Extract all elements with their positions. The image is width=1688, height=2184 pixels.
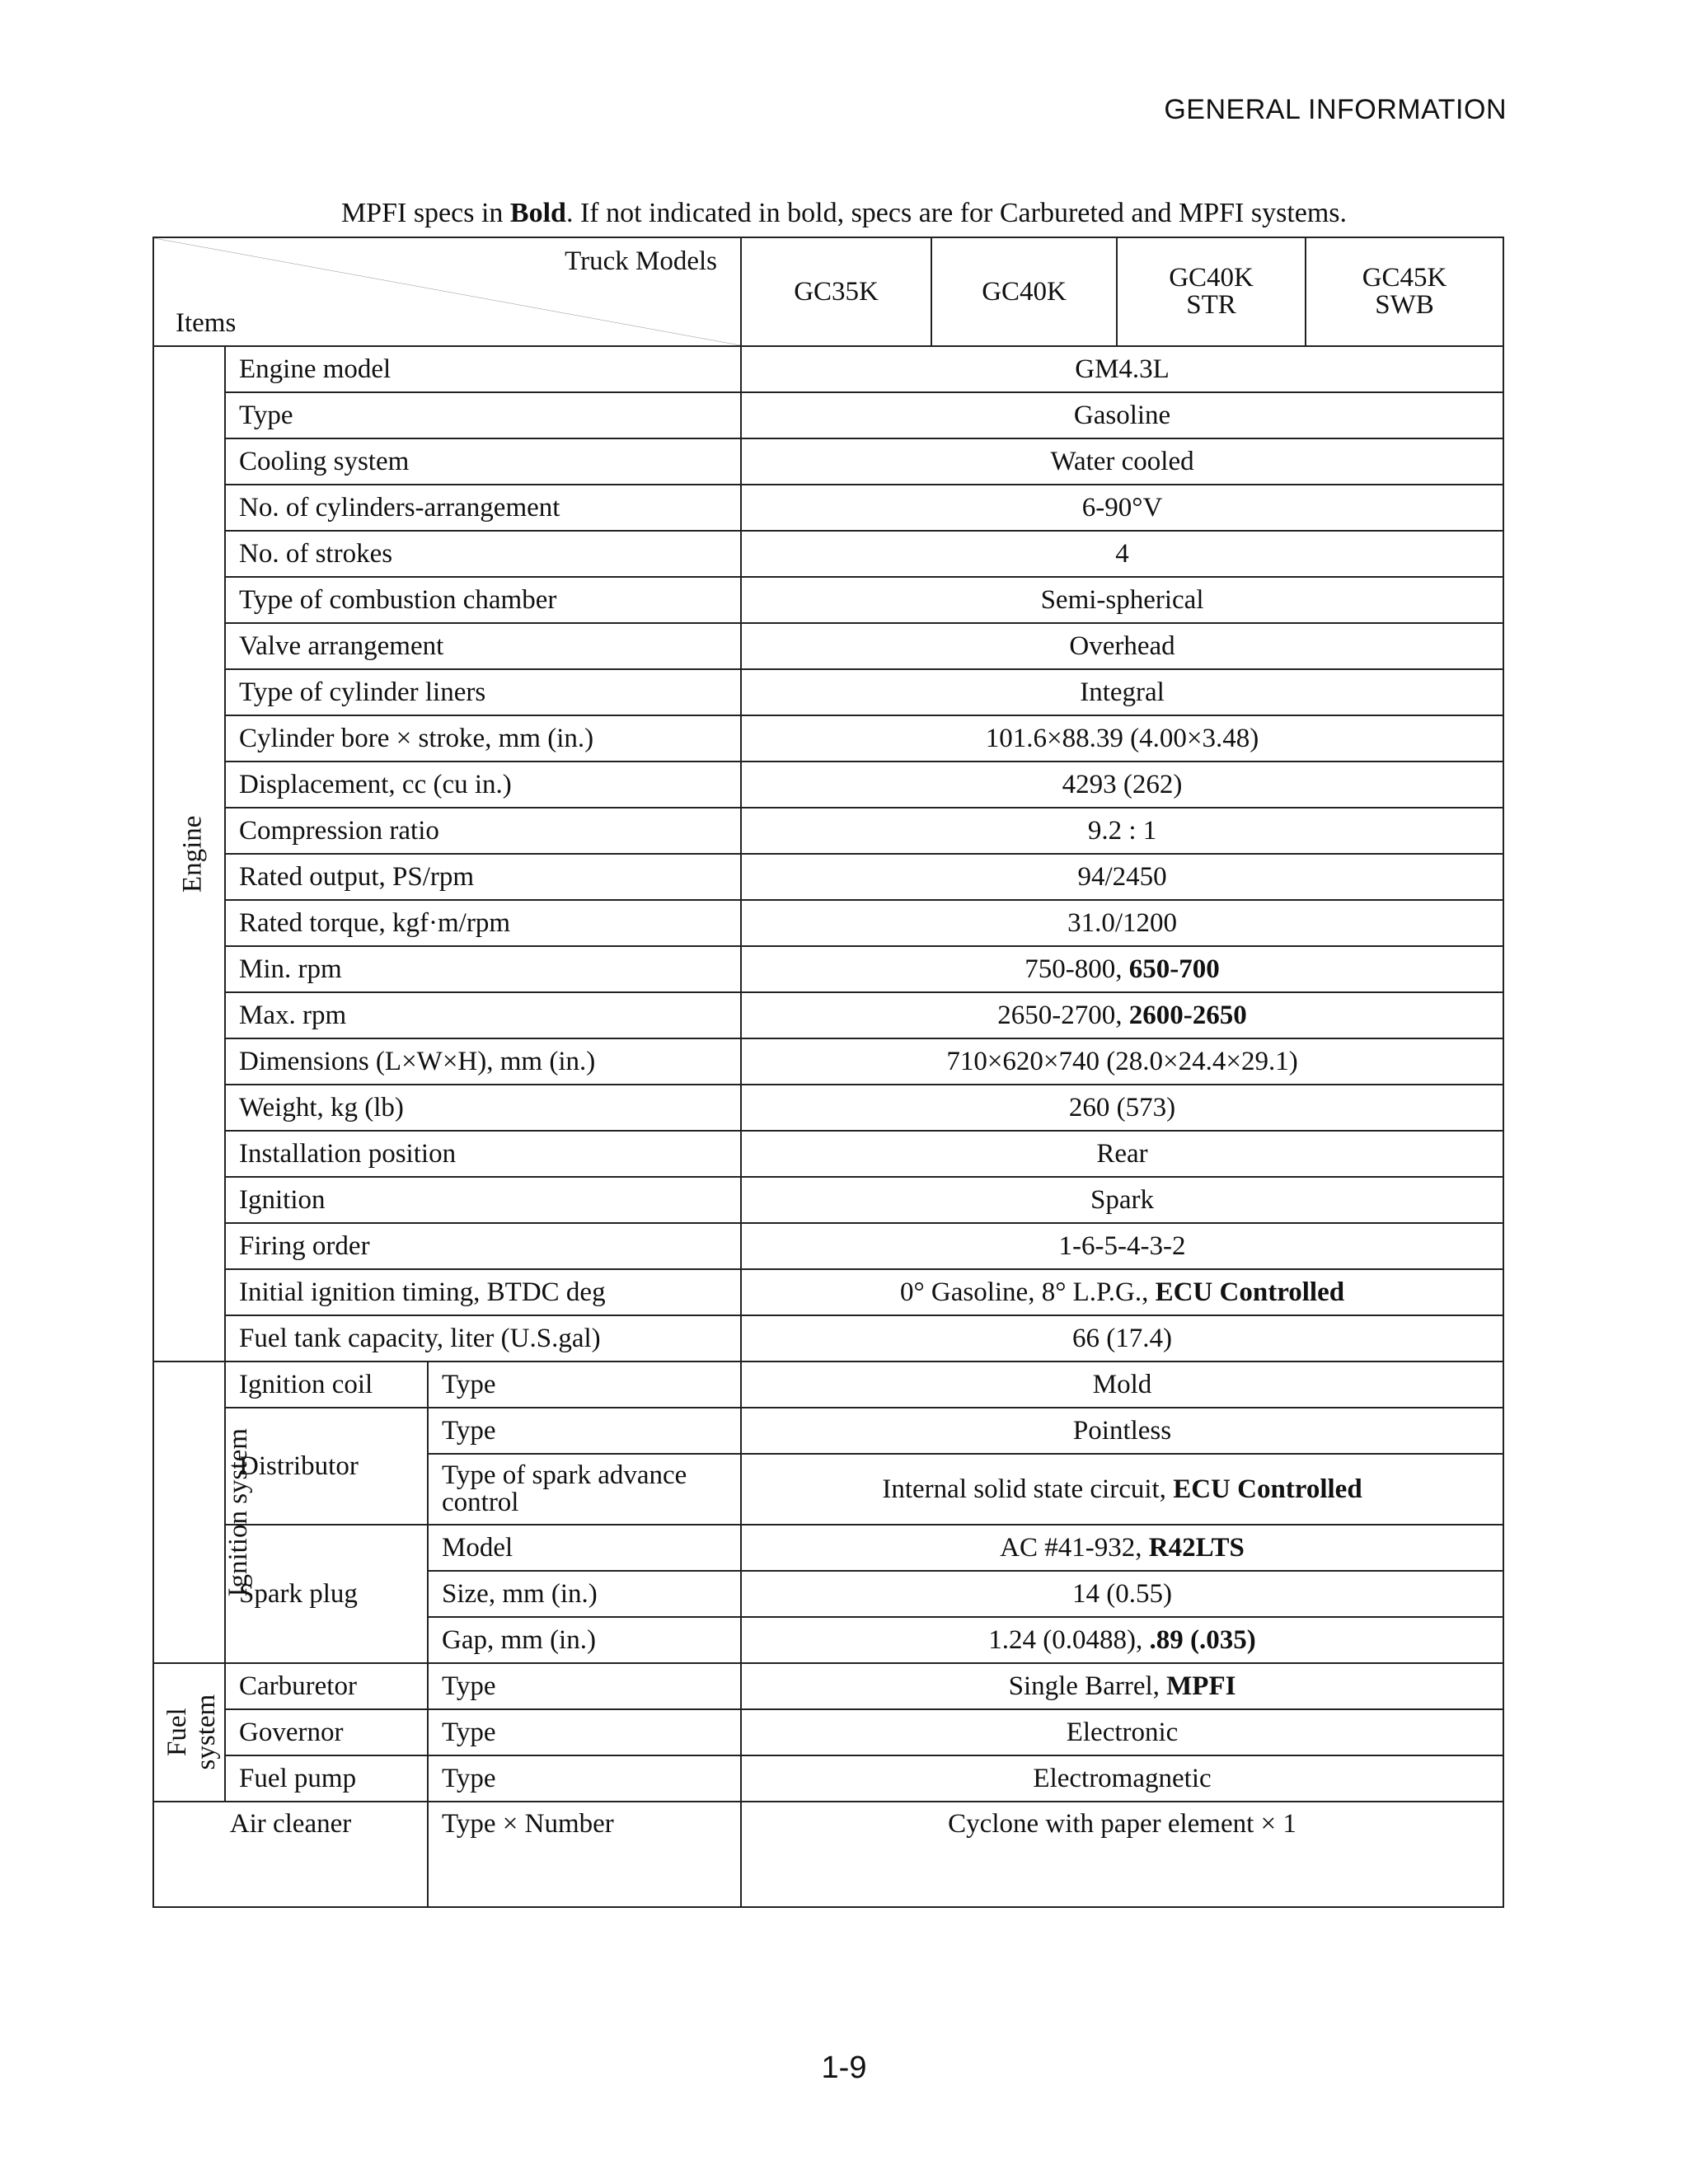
spec-item: Rated torque, kgf·m/rpm <box>225 900 741 946</box>
model-header: GC45K SWB <box>1306 237 1503 346</box>
spec-value: Electromagnetic <box>741 1755 1503 1802</box>
spec-subitem: Type <box>428 1755 741 1802</box>
spec-row <box>153 1663 1503 1709</box>
spec-row <box>153 1085 1503 1131</box>
spec-value: 14 (0.55) <box>741 1571 1503 1617</box>
spec-value: 101.6×88.39 (4.00×3.48) <box>741 715 1503 762</box>
spec-item: Distributor <box>225 1408 428 1525</box>
spec-row <box>153 1223 1503 1269</box>
spec-table <box>152 237 1504 1908</box>
page-number: 1-9 <box>821 2050 867 2085</box>
spec-item: Type <box>225 392 741 438</box>
spec-value: Pointless <box>741 1408 1503 1454</box>
spec-row <box>153 1131 1503 1177</box>
spec-row <box>153 438 1503 485</box>
spec-item: Cylinder bore × stroke, mm (in.) <box>225 715 741 762</box>
spec-item: Compression ratio <box>225 808 741 854</box>
spec-value: 66 (17.4) <box>741 1315 1503 1361</box>
spec-row <box>153 715 1503 762</box>
spec-item: Max. rpm <box>225 992 741 1038</box>
spec-subitem: Gap, mm (in.) <box>428 1617 741 1663</box>
spec-item: Carburetor <box>225 1663 428 1709</box>
spec-value: Spark <box>741 1177 1503 1223</box>
engine-group-label <box>153 346 225 1361</box>
vertical-label: Fuel system <box>162 1694 221 1770</box>
spec-subitem: Type <box>428 1361 741 1408</box>
spec-value: 1.24 (0.0488), .89 (.035) <box>741 1617 1503 1663</box>
spec-value: 31.0/1200 <box>741 900 1503 946</box>
spec-value: Rear <box>741 1131 1503 1177</box>
spec-value: 2650-2700, 2600-2650 <box>741 992 1503 1038</box>
spec-item: Ignition <box>225 1177 741 1223</box>
spec-subitem: Type <box>428 1663 741 1709</box>
spec-value: AC #41-932, R42LTS <box>741 1525 1503 1571</box>
spec-row <box>153 1525 1503 1571</box>
spec-item: Fuel tank capacity, liter (U.S.gal) <box>225 1315 741 1361</box>
spec-value: Water cooled <box>741 438 1503 485</box>
spec-row <box>153 392 1503 438</box>
spec-row <box>153 485 1503 531</box>
spec-value: Mold <box>741 1361 1503 1408</box>
spec-item: Installation position <box>225 1131 741 1177</box>
spec-row <box>153 762 1503 808</box>
spec-item: Type of combustion chamber <box>225 577 741 623</box>
spec-row <box>153 808 1503 854</box>
spec-item: Dimensions (L×W×H), mm (in.) <box>225 1038 741 1085</box>
model-header: GC40K <box>931 237 1117 346</box>
spec-item: Valve arrangement <box>225 623 741 669</box>
spec-subitem: Type × Number <box>428 1802 741 1907</box>
model-header: GC40K STR <box>1117 237 1306 346</box>
spec-note: MPFI specs in Bold. If not indicated in bold, specs are for Carbureted and MPFI systems. <box>340 198 1348 228</box>
spec-value: Overhead <box>741 623 1503 669</box>
spec-subitem: Type <box>428 1709 741 1755</box>
spec-value: 1-6-5-4-3-2 <box>741 1223 1503 1269</box>
spec-row <box>153 623 1503 669</box>
spec-item: Min. rpm <box>225 946 741 992</box>
spec-row <box>153 1269 1503 1315</box>
spec-item: Cooling system <box>225 438 741 485</box>
spec-row <box>153 531 1503 577</box>
spec-row <box>153 854 1503 900</box>
spec-value: 6-90°V <box>741 485 1503 531</box>
spec-value: Internal solid state circuit, ECU Controlled <box>741 1454 1503 1525</box>
spec-row <box>153 1408 1503 1454</box>
spec-subitem: Type of spark advance control <box>428 1454 741 1525</box>
spec-value: 4293 (262) <box>741 762 1503 808</box>
spec-row <box>153 1755 1503 1802</box>
spec-item: Governor <box>225 1709 428 1755</box>
spec-row <box>153 346 1503 392</box>
corner-cell <box>153 237 741 346</box>
spec-item: Air cleaner <box>153 1802 428 1907</box>
spec-row <box>153 577 1503 623</box>
spec-row <box>153 669 1503 715</box>
spec-value: 9.2 : 1 <box>741 808 1503 854</box>
truck-models-label: Truck Models <box>565 246 718 276</box>
spec-value: 4 <box>741 531 1503 577</box>
spec-row <box>153 946 1503 992</box>
spec-value: 260 (573) <box>741 1085 1503 1131</box>
model-header: GC35K <box>741 237 931 346</box>
spec-item: Type of cylinder liners <box>225 669 741 715</box>
section-header: GENERAL INFORMATION <box>1164 94 1507 125</box>
spec-row <box>153 992 1503 1038</box>
spec-item: Firing order <box>225 1223 741 1269</box>
spec-value: 750-800, 650-700 <box>741 946 1503 992</box>
spec-row <box>153 1361 1503 1408</box>
vertical-label: Ignition system <box>223 1427 253 1597</box>
spec-row <box>153 1038 1503 1085</box>
spec-item: Spark plug <box>225 1525 428 1663</box>
spec-subitem: Model <box>428 1525 741 1571</box>
spec-value: Integral <box>741 669 1503 715</box>
spec-row <box>153 1709 1503 1755</box>
header-row <box>153 237 1503 346</box>
spec-value: Single Barrel, MPFI <box>741 1663 1503 1709</box>
spec-item: Engine model <box>225 346 741 392</box>
spec-value: Cyclone with paper element × 1 <box>741 1802 1503 1907</box>
spec-item: Fuel pump <box>225 1755 428 1802</box>
spec-row <box>153 1315 1503 1361</box>
spec-row <box>153 1177 1503 1223</box>
spec-item: Displacement, cc (cu in.) <box>225 762 741 808</box>
spec-value: GM4.3L <box>741 346 1503 392</box>
vertical-label: Engine <box>177 815 208 893</box>
spec-item: Ignition coil <box>225 1361 428 1408</box>
spec-item: No. of cylinders-arrangement <box>225 485 741 531</box>
spec-row <box>153 1802 1503 1907</box>
spec-subitem: Size, mm (in.) <box>428 1571 741 1617</box>
spec-item: Rated output, PS/rpm <box>225 854 741 900</box>
spec-item: Weight, kg (lb) <box>225 1085 741 1131</box>
spec-value: 710×620×740 (28.0×24.4×29.1) <box>741 1038 1503 1085</box>
ignition-group-label <box>153 1361 253 1663</box>
spec-value: 0° Gasoline, 8° L.P.G., ECU Controlled <box>741 1269 1503 1315</box>
spec-value: Semi-spherical <box>741 577 1503 623</box>
spec-item: No. of strokes <box>225 531 741 577</box>
spec-value: 94/2450 <box>741 854 1503 900</box>
fuel-group-label <box>153 1663 225 1802</box>
spec-subitem: Type <box>428 1408 741 1454</box>
spec-value: Electronic <box>741 1709 1503 1755</box>
spec-value: Gasoline <box>741 392 1503 438</box>
items-label: Items <box>176 308 237 338</box>
spec-row <box>153 900 1503 946</box>
spec-item: Initial ignition timing, BTDC deg <box>225 1269 741 1315</box>
